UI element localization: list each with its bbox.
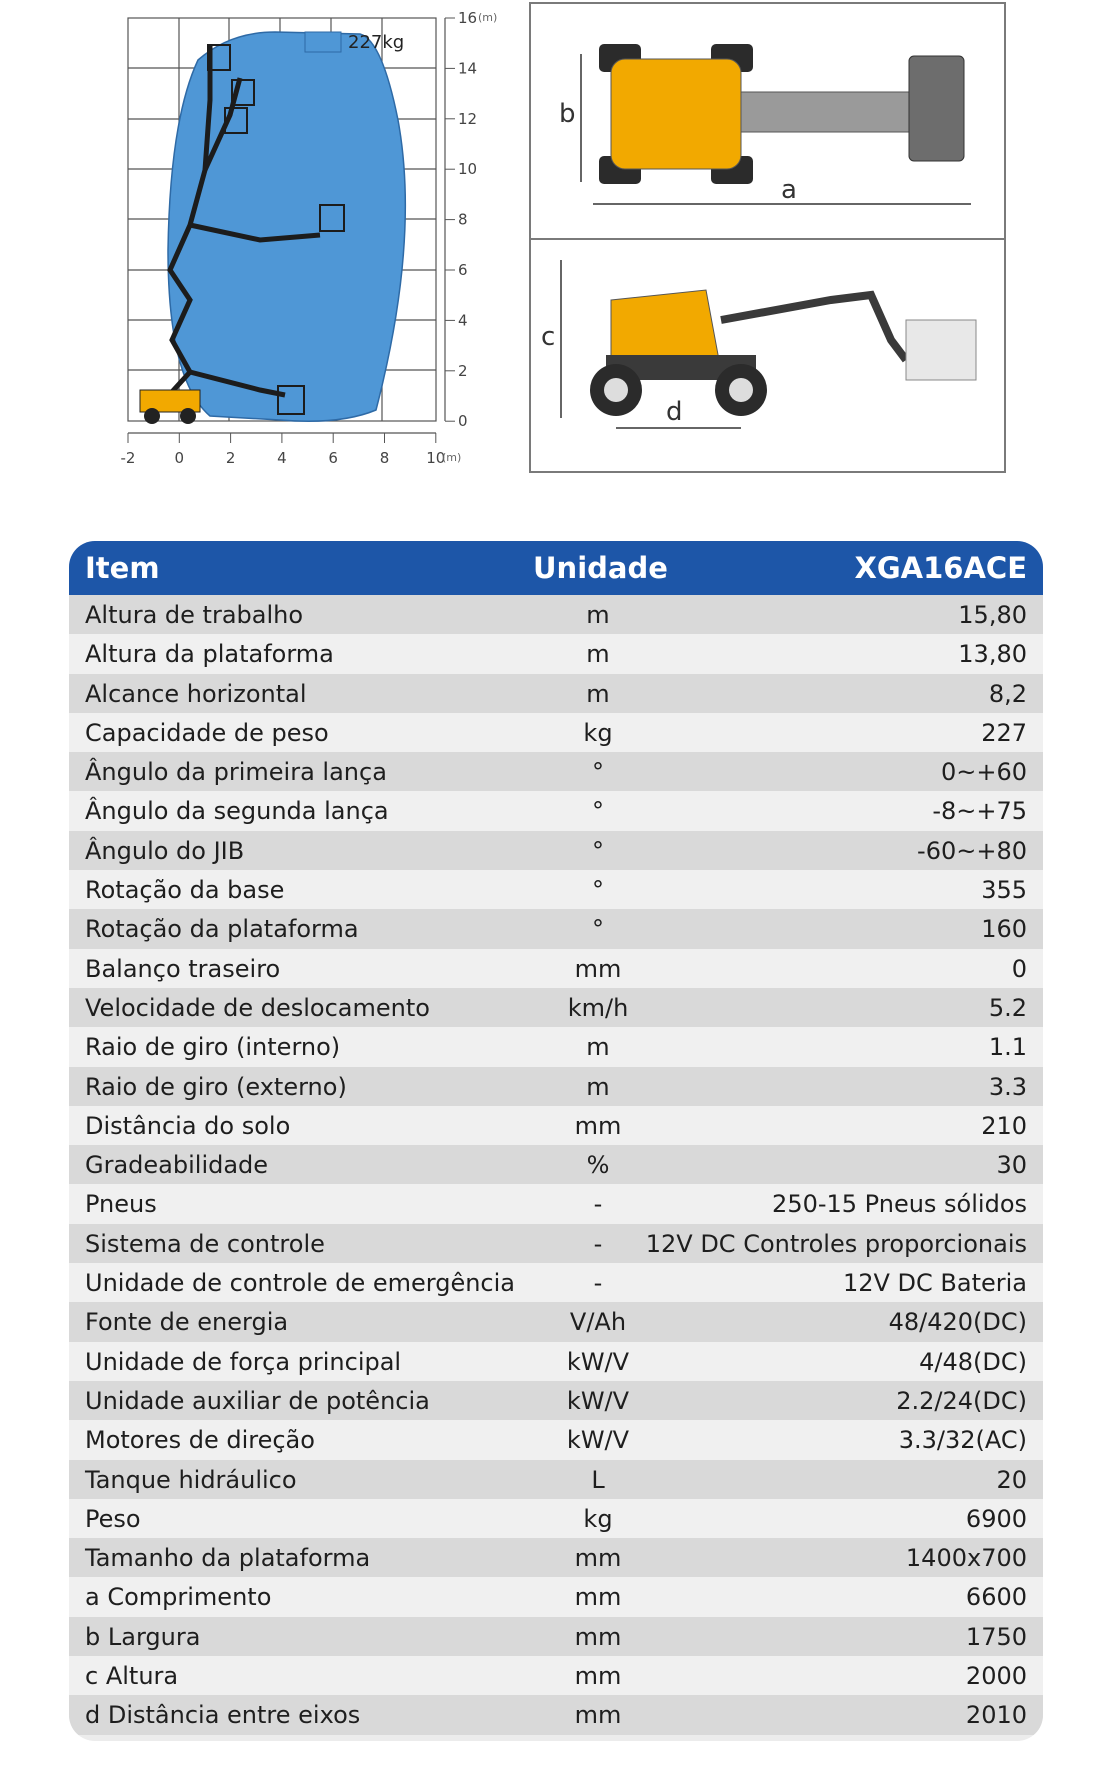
row-unit: m <box>586 679 610 708</box>
row-item: Sistema de controle <box>85 1229 325 1258</box>
row-item: Ângulo da primeira lança <box>85 758 387 787</box>
table-row <box>69 949 1043 988</box>
row-item: Altura de trabalho <box>85 601 304 629</box>
row-item: Velocidade de deslocamento <box>85 993 430 1022</box>
y-tick-label: 12 <box>458 109 478 128</box>
side-view-body <box>611 290 719 365</box>
row-item: Distância do solo <box>85 1111 291 1140</box>
table-row <box>69 1460 1043 1499</box>
specifications-table <box>69 541 1043 1741</box>
top-view-chassis <box>611 59 741 169</box>
x-tick-label: 10 <box>426 449 446 467</box>
row-item: Pneus <box>85 1190 157 1219</box>
row-item: Tamanho da plataforma <box>85 1544 371 1573</box>
row-item: Alcance horizontal <box>85 679 307 708</box>
row-item: Ângulo do JIB <box>85 836 245 865</box>
row-value: 250-15 Pneus sólidos <box>772 1190 1027 1219</box>
y-unit-label: (m) <box>478 11 498 24</box>
row-value: 355 <box>981 876 1027 905</box>
x-unit-label: (m) <box>442 451 462 464</box>
x-tick-label: -2 <box>120 449 136 467</box>
y-tick-label: 2 <box>458 361 468 380</box>
row-unit: m <box>586 1072 610 1101</box>
row-unit: ° <box>592 876 604 905</box>
row-item: b Largura <box>85 1622 201 1651</box>
row-value: 30 <box>996 1151 1027 1180</box>
x-tick-label: 6 <box>328 449 338 467</box>
table-row <box>69 1577 1043 1616</box>
row-value: 13,80 <box>958 640 1027 669</box>
table-row <box>69 870 1043 909</box>
row-item: Unidade de força principal <box>85 1347 402 1376</box>
side-view-diagram <box>529 238 1006 473</box>
y-tick-label: 6 <box>458 261 468 279</box>
table-row <box>69 595 1043 634</box>
row-unit: kW/V <box>566 1347 630 1376</box>
row-value: 1.1 <box>988 1033 1027 1062</box>
row-value: 2000 <box>965 1662 1027 1691</box>
row-unit: mm <box>574 1544 622 1573</box>
row-unit: - <box>593 1229 603 1258</box>
row-value: 12V DC Controles proporcionais <box>645 1229 1027 1258</box>
table-row <box>69 1695 1043 1734</box>
row-item: Gradeabilidade <box>85 1151 269 1180</box>
y-tick-label: 8 <box>458 210 468 229</box>
row-unit: ° <box>592 915 604 944</box>
row-value: 6600 <box>965 1583 1027 1612</box>
row-item: Fonte de energia <box>85 1308 289 1337</box>
row-unit: ° <box>592 758 604 787</box>
y-tick-label: 4 <box>458 311 468 330</box>
table-row <box>69 713 1043 752</box>
row-unit: ° <box>592 797 604 826</box>
row-item: d Distância entre eixos <box>85 1701 361 1730</box>
row-value: 20 <box>996 1465 1027 1494</box>
row-unit: kW/V <box>566 1386 630 1415</box>
row-value: 8,2 <box>988 679 1027 708</box>
table-row <box>69 1263 1043 1302</box>
legend-label: 227kg <box>348 32 405 53</box>
row-item: c Altura <box>85 1662 179 1691</box>
row-value: 2.2/24(DC) <box>896 1386 1027 1415</box>
header-unit: Unidade <box>533 551 668 585</box>
row-unit: V/Ah <box>569 1308 627 1337</box>
table-row <box>69 634 1043 673</box>
working-range-chart <box>110 0 510 480</box>
table-row <box>69 1027 1043 1066</box>
row-item: Raio de giro (externo) <box>85 1072 347 1101</box>
row-item: Altura da plataforma <box>85 640 334 669</box>
row-value: 0 <box>1011 954 1027 983</box>
table-row <box>69 1067 1043 1106</box>
machine-base-icon <box>140 390 200 424</box>
row-value: 3.3/32(AC) <box>898 1426 1027 1455</box>
row-unit: ° <box>592 836 604 865</box>
row-value: -8~+75 <box>932 797 1027 826</box>
row-unit: kW/V <box>566 1426 630 1455</box>
row-item: Balanço traseiro <box>85 954 281 983</box>
x-tick-label: 0 <box>174 449 185 467</box>
x-axis-ticks <box>121 433 446 467</box>
table-row <box>69 1302 1043 1341</box>
dimension-b-label: b <box>559 99 576 129</box>
table-body <box>69 595 1043 1735</box>
row-unit: L <box>591 1465 605 1494</box>
row-value: 1750 <box>965 1622 1027 1651</box>
row-unit: m <box>586 1033 610 1062</box>
table-row <box>69 1145 1043 1184</box>
top-view-diagram <box>529 2 1006 240</box>
row-unit: m <box>586 640 610 669</box>
row-value: 5.2 <box>988 993 1027 1022</box>
row-unit: - <box>593 1269 603 1298</box>
row-value: 4/48(DC) <box>919 1347 1027 1376</box>
dimension-d-label: d <box>666 397 683 427</box>
row-item: Raio de giro (interno) <box>85 1033 341 1062</box>
row-value: 15,80 <box>958 601 1027 629</box>
table-row <box>69 1617 1043 1656</box>
row-value: 210 <box>981 1111 1027 1140</box>
y-tick-label: 14 <box>458 59 478 78</box>
row-item: Unidade de controle de emergência <box>85 1269 515 1298</box>
row-unit: mm <box>574 954 622 983</box>
table-row <box>69 1499 1043 1538</box>
row-item: Capacidade de peso <box>85 718 329 747</box>
row-unit: m <box>586 601 610 629</box>
row-unit: mm <box>574 1622 622 1651</box>
row-value: 3.3 <box>988 1072 1027 1101</box>
dimension-c-label: c <box>541 322 556 352</box>
row-unit: - <box>593 1190 603 1219</box>
y-axis-ticks <box>445 9 477 430</box>
row-value: 0~+60 <box>940 758 1027 787</box>
row-value: 227 <box>981 718 1027 747</box>
table-row <box>69 1224 1043 1263</box>
row-item: Peso <box>85 1504 141 1533</box>
side-view-boom <box>721 295 906 360</box>
table-row <box>69 1538 1043 1577</box>
row-unit: kg <box>583 718 613 747</box>
table-row <box>69 1420 1043 1459</box>
table-row <box>69 1381 1043 1420</box>
header-item: Item <box>85 551 160 585</box>
y-tick-label: 0 <box>458 412 468 431</box>
row-unit: kg <box>583 1504 613 1533</box>
top-view-basket <box>909 56 964 161</box>
x-tick-label: 4 <box>277 449 287 467</box>
table-row <box>69 1656 1043 1695</box>
y-tick-label: 10 <box>458 160 478 179</box>
table-row <box>69 1342 1043 1381</box>
row-unit: mm <box>574 1701 622 1730</box>
table-row <box>69 909 1043 948</box>
row-item: a Comprimento <box>85 1583 272 1612</box>
row-value: 1400x700 <box>905 1544 1027 1573</box>
row-item: Tanque hidráulico <box>85 1465 297 1494</box>
header-model: XGA16ACE <box>854 551 1027 585</box>
table-row <box>69 831 1043 870</box>
row-item: Rotação da plataforma <box>85 915 359 944</box>
top-view-boom <box>741 92 911 132</box>
table-row <box>69 674 1043 713</box>
row-item: Ângulo da segunda lança <box>85 797 389 826</box>
table-row <box>69 1106 1043 1145</box>
legend <box>305 32 404 53</box>
table-row <box>69 752 1043 791</box>
table-header <box>69 541 1043 595</box>
row-value: -60~+80 <box>917 836 1027 865</box>
x-tick-label: 8 <box>379 449 390 467</box>
row-unit: km/h <box>567 993 629 1022</box>
x-tick-label: 2 <box>225 449 236 467</box>
row-value: 160 <box>981 915 1027 944</box>
table-row <box>69 1184 1043 1223</box>
row-value: 2010 <box>965 1701 1027 1730</box>
table-row <box>69 988 1043 1027</box>
row-unit: mm <box>574 1662 622 1691</box>
y-tick-label: 16 <box>458 9 478 27</box>
row-unit: mm <box>574 1583 622 1612</box>
row-value: 48/420(DC) <box>888 1308 1027 1337</box>
row-item: Rotação da base <box>85 876 285 905</box>
row-value: 6900 <box>965 1504 1027 1533</box>
side-view-basket <box>906 320 976 380</box>
table-row <box>69 791 1043 830</box>
row-unit: % <box>586 1151 610 1180</box>
dimension-a-label: a <box>781 175 797 205</box>
row-item: Motores de direção <box>85 1426 315 1455</box>
row-unit: mm <box>574 1111 622 1140</box>
row-item: Unidade auxiliar de potência <box>85 1386 430 1415</box>
row-value: 12V DC Bateria <box>842 1269 1027 1298</box>
